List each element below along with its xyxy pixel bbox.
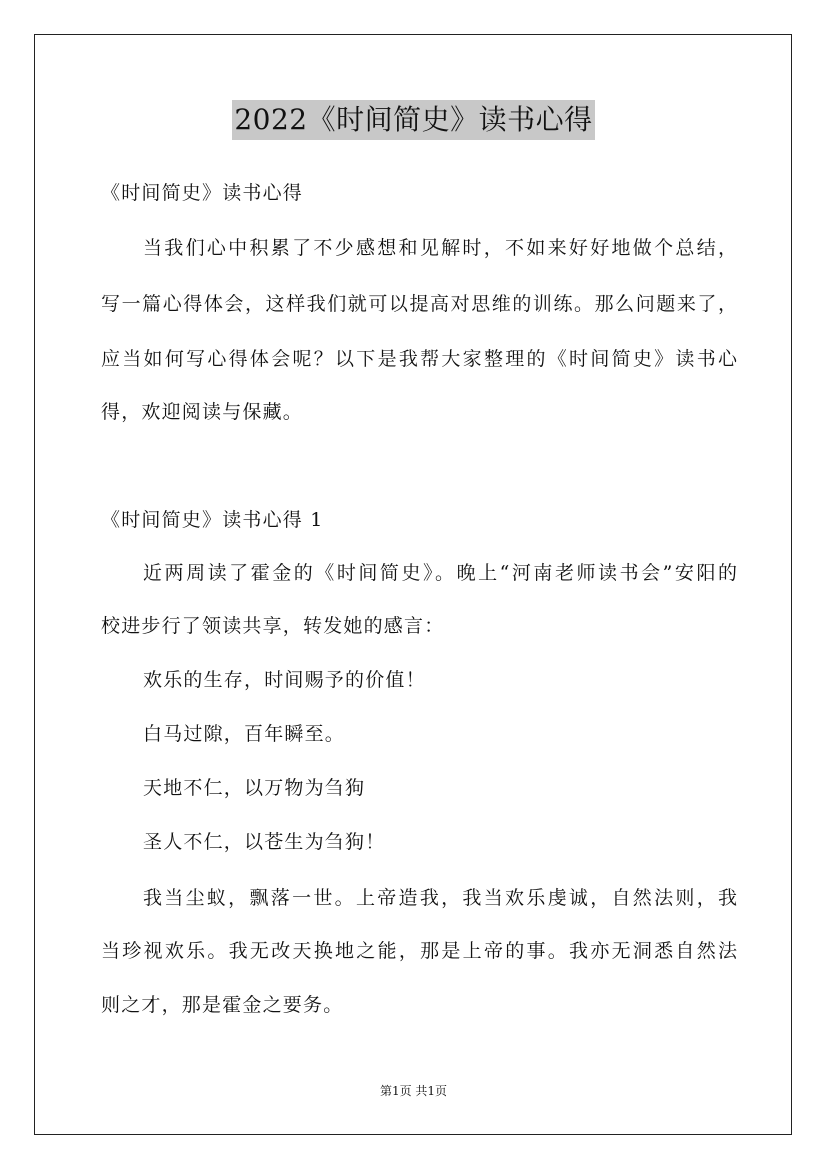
intro-paragraph-line-2[interactable]: 写一篇心得体会，这样我们就可以提高对思维的训练。那么问题来了， [101, 293, 737, 315]
intro-paragraph-line-4[interactable]: 得，欢迎阅读与保藏。 [101, 401, 304, 423]
verse-line-2[interactable]: 白马过隙，百年瞬至。 [143, 723, 346, 745]
intro-heading[interactable]: 《时间简史》读书心得 [101, 182, 304, 204]
intro-paragraph-line-3[interactable]: 应当如何写心得体会呢？以下是我帮大家整理的《时间简史》读书心 [101, 348, 737, 370]
verse-line-3[interactable]: 天地不仁，以万物为刍狗 [143, 777, 366, 799]
closing-paragraph-line-1[interactable]: 我当尘蚁，飘落一世。上帝造我，我当欢乐虔诚，自然法则，我 [143, 887, 737, 909]
page-footer: 第1页 共1页 [379, 1084, 448, 1098]
section-paragraph-line-1[interactable]: 近两周读了霍金的《时间简史》。晚上“河南老师读书会”安阳的 [143, 562, 737, 584]
verse-line-1[interactable]: 欢乐的生存，时间赐予的价值！ [143, 669, 426, 691]
closing-paragraph-line-2[interactable]: 当珍视欢乐。我无改天换地之能，那是上帝的事。我亦无洞悉自然法 [101, 940, 737, 962]
intro-paragraph-line-1[interactable]: 当我们心中积累了不少感想和见解时，不如来好好地做个总结， [143, 237, 737, 259]
title-container [0, 100, 827, 140]
section-paragraph-line-2[interactable]: 校进步行了领读共享，转发她的感言： [101, 615, 445, 637]
verse-line-4[interactable]: 圣人不仁，以苍生为刍狗！ [143, 831, 386, 853]
section-heading[interactable]: 《时间简史》读书心得 1 [101, 509, 324, 531]
closing-paragraph-line-3[interactable]: 则之才，那是霍金之要务。 [101, 994, 344, 1016]
document-title[interactable]: 2022《时间简史》读书心得 [232, 100, 594, 140]
